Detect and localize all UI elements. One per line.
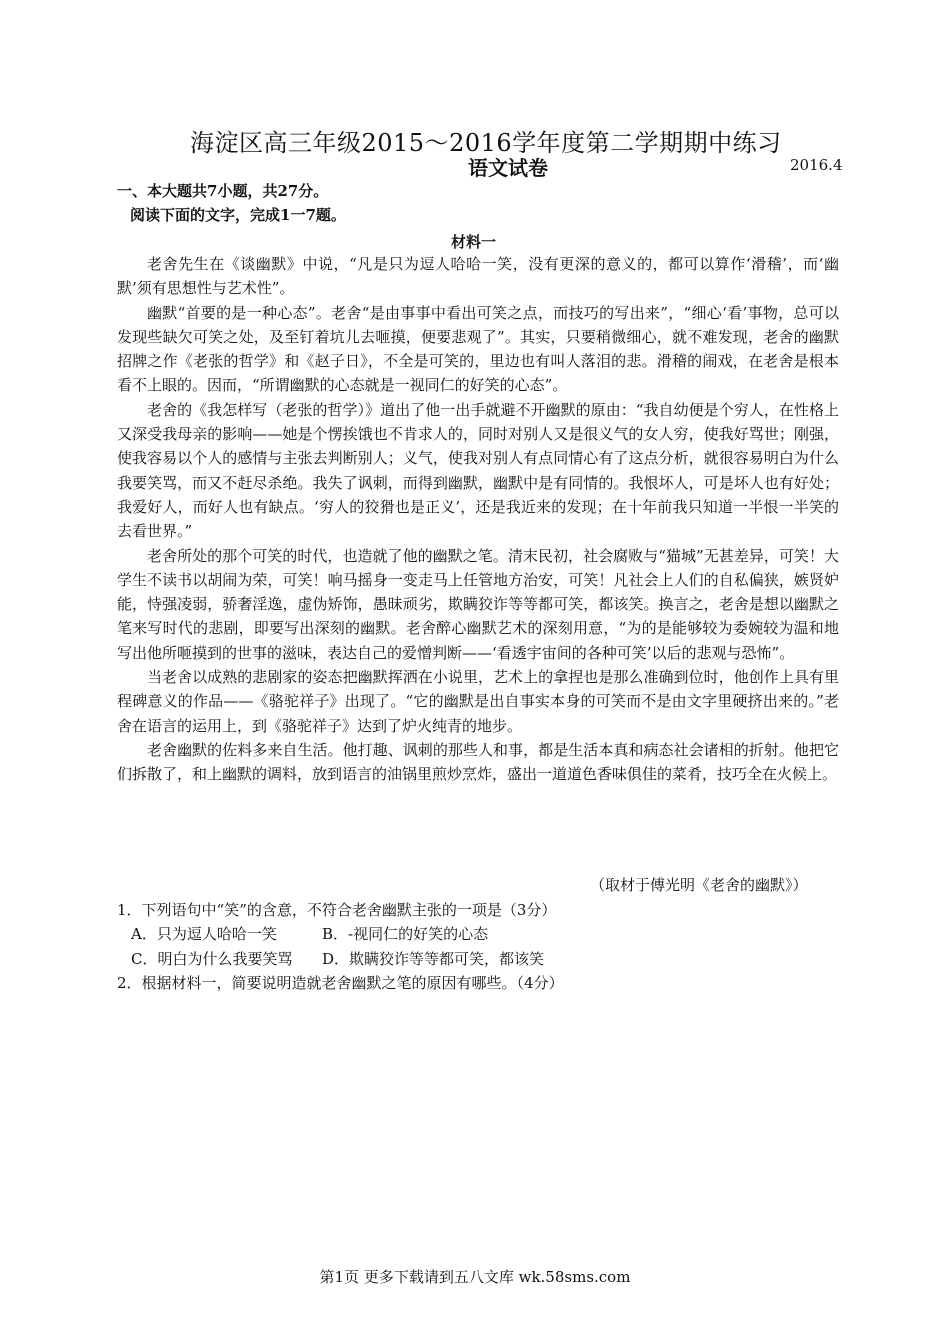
section-instruction: 阅读下面的文字，完成1一7题。 — [130, 206, 346, 224]
exam-title: 海淀区高三年级2015～2016学年度第二学期期中练习 — [190, 129, 782, 157]
option-c: C．明白为什么我要笑骂 — [131, 950, 293, 968]
paragraph: 老舍先生在《谈幽默》中说，“凡是只为逗人哈哈一笑，没有更深的意义的，都可以算作‘滑稽’，而‘幽默’须有思想性与艺术性”。 — [117, 255, 839, 298]
exam-date: 2016.4 — [790, 156, 843, 174]
material-source: （取材于傅光明《老舍的幽默》） — [590, 876, 808, 894]
page-footer: 第1页 更多下载请到五八文库 wk.58sms.com — [319, 1268, 631, 1286]
option-b: B．-视同仁的好笑的心态 — [322, 925, 489, 943]
question-2: 2．根据材料一，简要说明造就老舍幽默之笔的原因有哪些。（4分） — [117, 974, 564, 992]
option-d: D．欺瞒狡诈等等都可笑，都该笑 — [322, 950, 545, 968]
material-body — [117, 252, 839, 787]
question-1: 1．下列语句中“笑”的含意，不符合老舍幽默主张的一项是（3分） — [117, 901, 557, 919]
option-a: A．只为逗人哈哈一笑 — [131, 925, 277, 943]
exam-subtitle: 语文试卷 — [468, 156, 548, 180]
paragraph: 老舍的《我怎样写（老张的哲学）》道出了他一出手就避不开幽默的原由：“我自幼便是个穷人，在性格上又深受我母亲的影响——她是个愣挨饿也不肯求人的，同时对别人又是很义气的女人穷，使我好骂世；刚强，使我容易以个人的感情与主张去判断别人；义气，使我对别人有点同情心有了这点分析，就很容易明白为什么我要笑骂，而又不赶尽杀绝。我失了讽刺，而得到幽默，幽默中是有同情的。我恨坏人，可是坏人也有好处；我爱好人，而好人也有缺点。‘穷人的狡猾也是正义’，还是我近来的发现；在十年前我只知道一半恨一半笑的去看世界。” — [117, 400, 839, 541]
section-heading: 一、本大题共7小题，共27分。 — [117, 182, 329, 200]
paragraph: 幽默“首要的是一种心态”。老舍“是由事事中看出可笑之点，而技巧的写出来”，“细心‘看’事物，总可以发现些缺欠可笑之处，及至钉着坑儿去咂摸，便要悲观了”。其实，只要稍微细心，就不难发现，老舍的幽默招牌之作《老张的哲学》和《赵子日》，不全是可笑的，里边也有叫人落泪的悲。滑稽的闹戏，在老舍是根本看不上眼的。因而，“所谓幽默的心态就是一视同仁的好笑的心态”。 — [117, 303, 839, 395]
paragraph: 老舍所处的那个可笑的时代，也造就了他的幽默之笔。清末民初，社会腐败与“猫城”无甚差异，可笑！大学生不读书以胡闹为荣，可笑！响马摇身一变走马上任管地方治安，可笑！凡社会上人们的自私偏狭，嫉贤妒能，恃强凌弱，骄奢淫逸，虚伪矫饰，愚昧顽劣，欺瞒狡诈等等都可笑，都该笑。换言之，老舍是想以幽默之笔来写时代的悲剧，即要写出深刻的幽默。老舍醉心幽默艺术的深刻用意，“为的是能够较为委婉较为温和地写出他所咂摸到的世事的滋味，表达自己的爱憎判断——‘看透宇宙间的各种可笑’以后的悲观与恐怖”。 — [117, 546, 839, 662]
paragraph: 当老舍以成熟的悲剧家的姿态把幽默挥洒在小说里，艺术上的拿捏也是那么准确到位时，他创作上具有里程碑意义的作品——《骆驼祥子》出现了。“它的幽默是出自事实本身的可笑而不是由文字里硬挤出来的。”老舍在语言的运用上，到《骆驼祥子》达到了炉火纯青的地步。 — [117, 668, 839, 735]
material-title: 材料一 — [451, 233, 497, 251]
paragraph: 老舍幽默的佐料多来自生活。他打趣、讽刺的那些人和事，都是生活本真和病态社会诸相的折射。他把它们拆散了，和上幽默的调料，放到语言的油锅里煎炒烹炸，盛出一道道色香味俱佳的菜肴，技巧全在火候上。 — [117, 740, 839, 784]
